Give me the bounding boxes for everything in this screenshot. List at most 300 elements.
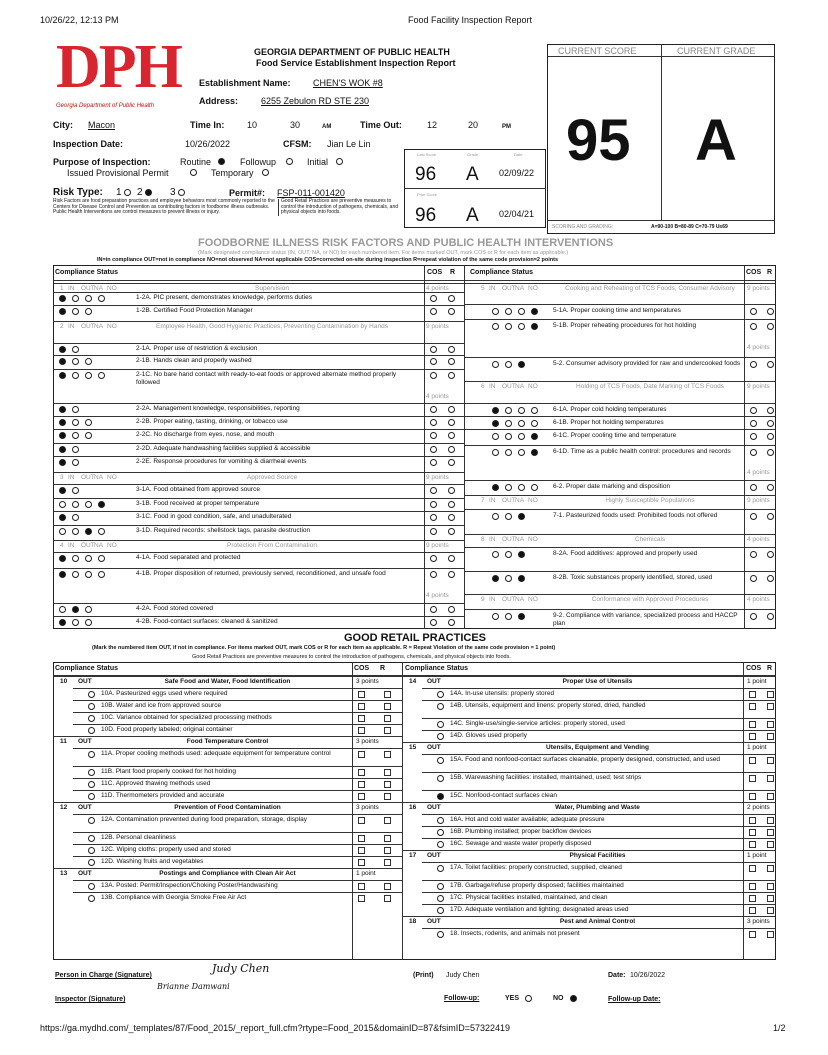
rf-4-1A-na[interactable] — [85, 555, 92, 562]
cos-checkbox[interactable] — [358, 883, 365, 890]
rf-3-1B-na[interactable] — [85, 501, 92, 508]
grp-out-checkbox[interactable] — [437, 703, 444, 710]
rf-right-hdr-in: IN — [489, 383, 496, 390]
grp-row-line — [422, 700, 776, 701]
followup-no-radio[interactable] — [570, 995, 577, 1002]
followup-yes-radio[interactable] — [525, 995, 532, 1002]
item-code: 2-1C. — [136, 371, 152, 378]
cos-checkbox[interactable] — [750, 420, 757, 427]
r-checkbox[interactable] — [767, 433, 774, 440]
cos-checkbox[interactable] — [430, 308, 437, 315]
rf-4-2A-na[interactable] — [85, 606, 92, 613]
cos-checkbox[interactable] — [358, 715, 365, 722]
rf-left-row-line — [53, 429, 464, 430]
cos-checkbox[interactable] — [749, 931, 756, 938]
rf-3-1A-in[interactable] — [59, 487, 66, 494]
grp-item: 12B. Personal cleanliness — [101, 834, 176, 841]
grp-out-checkbox[interactable] — [437, 841, 444, 848]
r-checkbox[interactable] — [448, 346, 455, 353]
r-checkbox[interactable] — [448, 295, 455, 302]
rf-right-row-line — [464, 357, 776, 358]
r-checkbox[interactable] — [767, 817, 774, 824]
rf-4-2A-out[interactable] — [72, 606, 79, 613]
rf-6-1B-status[interactable] — [505, 420, 512, 427]
cos-checkbox[interactable] — [750, 361, 757, 368]
grp-out-checkbox[interactable] — [88, 883, 95, 890]
grp-out-checkbox[interactable] — [437, 757, 444, 764]
rf-4-1B-no[interactable] — [98, 571, 105, 578]
r-checkbox[interactable] — [384, 793, 391, 800]
rf-4-1A-in[interactable] — [59, 555, 66, 562]
rf-3-1C-out[interactable] — [72, 514, 79, 521]
r-checkbox[interactable] — [384, 817, 391, 824]
rf-2-2C-na[interactable] — [85, 432, 92, 439]
rf-2-2E-out[interactable] — [72, 459, 79, 466]
rf-6-1B-status[interactable] — [492, 420, 499, 427]
rf-3-1B-no[interactable] — [98, 501, 105, 508]
cos-checkbox[interactable] — [358, 691, 365, 698]
cos-checkbox[interactable] — [750, 484, 757, 491]
r-checkbox[interactable] — [448, 619, 455, 626]
rf-2-2C-in[interactable] — [59, 432, 66, 439]
rf-right-hdr-in: IN — [489, 596, 496, 603]
cos-checkbox[interactable] — [430, 419, 437, 426]
rf-left-item — [136, 500, 421, 508]
grp-out-hdr: OUT — [427, 804, 441, 811]
rf-2-1A-out[interactable] — [72, 346, 79, 353]
rf-5-1B-status[interactable] — [531, 323, 538, 330]
r-checkbox[interactable] — [767, 895, 774, 902]
r-checkbox[interactable] — [767, 323, 774, 330]
r-checkbox[interactable] — [384, 859, 391, 866]
r-checkbox[interactable] — [767, 361, 774, 368]
cos-checkbox[interactable] — [749, 733, 756, 740]
rf-6-1C-status[interactable] — [531, 433, 538, 440]
cos-checkbox[interactable] — [358, 847, 365, 854]
rf-1-2B-out[interactable] — [72, 308, 79, 315]
rf-2-2D-in[interactable] — [59, 446, 66, 453]
grp-sep — [53, 868, 402, 869]
r-checkbox[interactable] — [767, 407, 774, 414]
cos-checkbox[interactable] — [430, 571, 437, 578]
grp-sec-pts: 1 point — [747, 678, 767, 685]
cos-checkbox[interactable] — [749, 721, 756, 728]
grp-out-checkbox[interactable] — [88, 781, 95, 788]
rf-2-2C-out[interactable] — [72, 432, 79, 439]
rf-2-1C-out[interactable] — [72, 372, 79, 379]
rf-9-2-status[interactable] — [518, 613, 525, 620]
rf-7-1-status[interactable] — [505, 513, 512, 520]
cos-checkbox[interactable] — [358, 859, 365, 866]
rf-6-1D-status[interactable] — [492, 449, 499, 456]
grp-out-checkbox[interactable] — [88, 859, 95, 866]
rf-2-2E-in[interactable] — [59, 459, 66, 466]
r-checkbox[interactable] — [767, 703, 774, 710]
grp-out-checkbox[interactable] — [437, 775, 444, 782]
cos-checkbox[interactable] — [750, 575, 757, 582]
r-checkbox[interactable] — [448, 606, 455, 613]
cos-checkbox[interactable] — [358, 781, 365, 788]
rf-6-1D-status[interactable] — [531, 449, 538, 456]
grp-item: 16B. Plumbing installed; proper backflow devices — [450, 828, 592, 835]
r-checkbox[interactable] — [448, 459, 455, 466]
r-checkbox[interactable] — [767, 308, 774, 315]
item-code: 3-1B. — [136, 500, 152, 507]
grp-out-checkbox[interactable] — [88, 751, 95, 758]
cos-checkbox[interactable] — [430, 459, 437, 466]
rf-8-2B-status[interactable] — [518, 575, 525, 582]
rf-5-1B-status[interactable] — [505, 323, 512, 330]
grp-item: 13A. Posted: Permit/Inspection/Choking Poster/Handwashing — [101, 882, 278, 889]
r-checkbox[interactable] — [384, 895, 391, 902]
r-checkbox[interactable] — [384, 769, 391, 776]
grp-out-checkbox[interactable] — [88, 847, 95, 854]
rf-3-1D-na[interactable] — [85, 528, 92, 535]
rf-left-row-line — [53, 403, 464, 404]
rf-left-row-line — [53, 416, 464, 417]
grp-out-checkbox[interactable] — [88, 715, 95, 722]
cos-checkbox[interactable] — [430, 446, 437, 453]
initial-radio[interactable] — [336, 158, 343, 165]
rf-6-1B-status[interactable] — [518, 420, 525, 427]
grp-out-checkbox[interactable] — [437, 817, 444, 824]
risk1-radio[interactable] — [124, 189, 131, 196]
rf-left-hdr-in: IN — [68, 285, 75, 292]
rf-right-hdr-out: OUT — [502, 497, 516, 504]
grp-out-checkbox[interactable] — [437, 721, 444, 728]
r-checkbox[interactable] — [767, 733, 774, 740]
rf-right-sec-title: Conformance with Approved Procedures — [591, 596, 709, 603]
cos-checkbox[interactable] — [749, 865, 756, 872]
cos-checkbox[interactable] — [358, 751, 365, 758]
rf-left-hdr-na: NA — [94, 323, 104, 330]
provisional-radio[interactable] — [190, 169, 197, 176]
rf-8-2A-status[interactable] — [492, 551, 499, 558]
rf-8-2B-status[interactable] — [505, 575, 512, 582]
rf-5-2-status[interactable] — [505, 361, 512, 368]
rf-2-2D-out[interactable] — [72, 446, 79, 453]
grp-out-checkbox[interactable] — [88, 895, 95, 902]
rf-6-1C-status[interactable] — [505, 433, 512, 440]
grp-sec-title: Utensils, Equipment and Vending — [546, 744, 649, 751]
rf-right-hdr-na: NA — [515, 596, 525, 603]
rf-6-2-status[interactable] — [505, 484, 512, 491]
rf-3-1D-in[interactable] — [59, 528, 66, 535]
cos-checkbox[interactable] — [430, 406, 437, 413]
rf-3-1C-in[interactable] — [59, 514, 66, 521]
item-text: Consumer advisory provided for raw and undercooked foods — [566, 360, 741, 367]
r-checkbox[interactable] — [767, 865, 774, 872]
grp-out-checkbox[interactable] — [88, 793, 95, 800]
current-grade-label: CURRENT GRADE — [677, 46, 756, 56]
rf-6-1C-status[interactable] — [518, 433, 525, 440]
cos-checkbox[interactable] — [749, 757, 756, 764]
cos-checkbox[interactable] — [749, 793, 756, 800]
rf-4-2B-out[interactable] — [72, 619, 79, 626]
cos-checkbox[interactable] — [358, 895, 365, 902]
item-text: Food-contact surfaces: cleaned & sanitized — [153, 618, 278, 625]
r-checkbox[interactable] — [384, 883, 391, 890]
rf-4-1B-out[interactable] — [72, 571, 79, 578]
r-checkbox[interactable] — [384, 715, 391, 722]
rf-2-1C-na[interactable] — [85, 372, 92, 379]
r-checkbox[interactable] — [448, 514, 455, 521]
r-checkbox[interactable] — [384, 703, 391, 710]
r-checkbox[interactable] — [767, 907, 774, 914]
r-checkbox[interactable] — [767, 721, 774, 728]
r-checkbox[interactable] — [767, 931, 774, 938]
rf-6-2-status[interactable] — [518, 484, 525, 491]
cos-checkbox[interactable] — [430, 372, 437, 379]
rf-2-1B-na[interactable] — [85, 358, 92, 365]
r-checkbox[interactable] — [767, 613, 774, 620]
cos-checkbox[interactable] — [358, 835, 365, 842]
rf-2-2A-in[interactable] — [59, 406, 66, 413]
grp-out-checkbox[interactable] — [437, 907, 444, 914]
r-checkbox[interactable] — [448, 528, 455, 535]
cos-checkbox[interactable] — [750, 433, 757, 440]
r-checkbox[interactable] — [448, 419, 455, 426]
purpose-label: Purpose of Inspection: — [53, 157, 151, 167]
r-checkbox[interactable] — [448, 308, 455, 315]
rf-left-row-line — [53, 525, 464, 526]
r-checkbox[interactable] — [767, 691, 774, 698]
rf-8-2A-status[interactable] — [505, 551, 512, 558]
cos-checkbox[interactable] — [749, 895, 756, 902]
rf-2-1B-in[interactable] — [59, 358, 66, 365]
grp-out-checkbox[interactable] — [88, 835, 95, 842]
cos-checkbox[interactable] — [430, 528, 437, 535]
grp-sec-pts: 1 point — [747, 744, 767, 751]
cos-checkbox[interactable] — [358, 703, 365, 710]
rf-7-1-status[interactable] — [518, 513, 525, 520]
risk3-radio[interactable] — [178, 189, 185, 196]
rf-9-2-status[interactable] — [505, 613, 512, 620]
rf-4-2A-in[interactable] — [59, 606, 66, 613]
r-checkbox[interactable] — [448, 446, 455, 453]
cos-checkbox[interactable] — [750, 551, 757, 558]
rf-4-1B-na[interactable] — [85, 571, 92, 578]
r-checkbox[interactable] — [767, 757, 774, 764]
r-checkbox[interactable] — [384, 727, 391, 734]
rf-6-1C-status[interactable] — [492, 433, 499, 440]
rf-5-1B-status[interactable] — [518, 323, 525, 330]
r-checkbox[interactable] — [448, 372, 455, 379]
item-text: Response procedures for vomiting & diarrheal events — [153, 458, 307, 465]
rf-7-1-status[interactable] — [492, 513, 499, 520]
grp-out-checkbox[interactable] — [437, 793, 444, 800]
cos-checkbox[interactable] — [358, 769, 365, 776]
grp-out-checkbox[interactable] — [437, 733, 444, 740]
rf-5-2-status[interactable] — [492, 361, 499, 368]
rf-2-2B-out[interactable] — [72, 419, 79, 426]
cos-checkbox[interactable] — [430, 555, 437, 562]
r-checkbox[interactable] — [384, 835, 391, 842]
followup-radio[interactable] — [286, 158, 293, 165]
cos-checkbox[interactable] — [430, 501, 437, 508]
r-checkbox[interactable] — [767, 484, 774, 491]
grp-out-checkbox[interactable] — [88, 703, 95, 710]
rf-4-2B-in[interactable] — [59, 619, 66, 626]
rf-1-2B-na[interactable] — [85, 308, 92, 315]
cos-checkbox[interactable] — [430, 619, 437, 626]
rf-6-1B-status[interactable] — [531, 420, 538, 427]
rf-6-1D-status[interactable] — [505, 449, 512, 456]
rf-6-1A-status[interactable] — [505, 407, 512, 414]
rf-2-2A-out[interactable] — [72, 406, 79, 413]
rf-1-2A-no[interactable] — [98, 295, 105, 302]
routine-radio[interactable] — [218, 158, 225, 165]
cos-checkbox[interactable] — [749, 883, 756, 890]
r-checkbox[interactable] — [448, 487, 455, 494]
rf-right-item — [553, 432, 741, 440]
r-checkbox[interactable] — [448, 571, 455, 578]
r-checkbox[interactable] — [767, 829, 774, 836]
r-checkbox[interactable] — [448, 555, 455, 562]
r-checkbox[interactable] — [767, 551, 774, 558]
cos-checkbox[interactable] — [750, 449, 757, 456]
rf-right-row-line — [464, 319, 776, 320]
cos-checkbox[interactable] — [430, 487, 437, 494]
r-checkbox[interactable] — [448, 432, 455, 439]
cos-checkbox[interactable] — [430, 358, 437, 365]
grp-item: 17A. Toilet facilities: properly constructed, supplied, cleaned — [450, 864, 622, 871]
r-checkbox[interactable] — [448, 406, 455, 413]
rf-4-1A-out[interactable] — [72, 555, 79, 562]
rf-3-1B-in[interactable] — [59, 501, 66, 508]
grp-out-checkbox[interactable] — [437, 895, 444, 902]
rf-3-1A-out[interactable] — [72, 487, 79, 494]
cos-checkbox[interactable] — [430, 295, 437, 302]
rf-6-1A-status[interactable] — [492, 407, 499, 414]
temporary-radio[interactable] — [262, 169, 269, 176]
rf-left-item — [136, 294, 421, 302]
rf-5-1B-status[interactable] — [492, 323, 499, 330]
rf-2-1C-in[interactable] — [59, 372, 66, 379]
rf-1-2A-na[interactable] — [85, 295, 92, 302]
rf-6-1A-status[interactable] — [531, 407, 538, 414]
rf-3-1D-no[interactable] — [98, 528, 105, 535]
r-checkbox[interactable] — [767, 513, 774, 520]
rf-right-row-line — [464, 304, 776, 305]
rf-2-2B-na[interactable] — [85, 419, 92, 426]
cos-checkbox[interactable] — [749, 829, 756, 836]
grp-out-checkbox[interactable] — [88, 727, 95, 734]
rf-1-2A-in[interactable] — [59, 295, 66, 302]
rf-right-sec-num: 9 — [481, 596, 485, 603]
grp-out-checkbox[interactable] — [437, 865, 444, 872]
cos-checkbox[interactable] — [358, 727, 365, 734]
r-checkbox[interactable] — [384, 781, 391, 788]
r-checkbox[interactable] — [767, 449, 774, 456]
r-checkbox[interactable] — [767, 841, 774, 848]
r-checkbox[interactable] — [767, 575, 774, 582]
rf-9-2-status[interactable] — [492, 613, 499, 620]
rf-1-2A-out[interactable] — [72, 295, 79, 302]
rf-5-1A-status[interactable] — [505, 308, 512, 315]
rf-left-hdr-na: NA — [94, 474, 104, 481]
cos-checkbox[interactable] — [750, 308, 757, 315]
r-checkbox[interactable] — [767, 775, 774, 782]
grp-out-checkbox[interactable] — [88, 769, 95, 776]
rf-8-2B-status[interactable] — [492, 575, 499, 582]
grp-out-checkbox[interactable] — [88, 691, 95, 698]
rf-4-1B-in[interactable] — [59, 571, 66, 578]
rf-3-1D-out[interactable] — [72, 528, 79, 535]
rf-right-item — [553, 483, 741, 491]
r-checkbox[interactable] — [767, 793, 774, 800]
rf-left-hdr-out: OUT — [81, 542, 95, 549]
r-checkbox[interactable] — [384, 691, 391, 698]
rf-4-2B-na[interactable] — [85, 619, 92, 626]
rf-4-1A-no[interactable] — [98, 555, 105, 562]
r-checkbox[interactable] — [767, 420, 774, 427]
rf-1-2B-in[interactable] — [59, 308, 66, 315]
rf-3-1B-out[interactable] — [72, 501, 79, 508]
rf-2-1A-in[interactable] — [59, 346, 66, 353]
cos-checkbox[interactable] — [430, 346, 437, 353]
rf-8-2A-status[interactable] — [518, 551, 525, 558]
grp-out-checkbox[interactable] — [437, 931, 444, 938]
grp-out-checkbox[interactable] — [437, 691, 444, 698]
rf-2-1B-out[interactable] — [72, 358, 79, 365]
rf-right-row-line — [464, 445, 776, 446]
cos-checkbox[interactable] — [749, 691, 756, 698]
cos-checkbox[interactable] — [358, 793, 365, 800]
cos-checkbox[interactable] — [749, 775, 756, 782]
cos-checkbox[interactable] — [749, 907, 756, 914]
rf-left-pts: 4 points — [426, 592, 449, 599]
rf-5-2-status[interactable] — [518, 361, 525, 368]
cos-checkbox[interactable] — [430, 432, 437, 439]
cos-checkbox[interactable] — [749, 841, 756, 848]
cos-checkbox[interactable] — [750, 613, 757, 620]
risk3-label: 3 — [170, 187, 176, 198]
cos-checkbox[interactable] — [430, 606, 437, 613]
rf-6-2-status[interactable] — [492, 484, 499, 491]
rf-5-1A-status[interactable] — [492, 308, 499, 315]
rf-left-sec-pts: 9 points — [426, 323, 449, 330]
rf-6-1A-status[interactable] — [518, 407, 525, 414]
r-checkbox[interactable] — [384, 847, 391, 854]
rf-6-2-status[interactable] — [531, 484, 538, 491]
cos-checkbox[interactable] — [749, 817, 756, 824]
r-checkbox[interactable] — [448, 358, 455, 365]
rf-6-1D-status[interactable] — [518, 449, 525, 456]
grp-out-checkbox[interactable] — [88, 817, 95, 824]
r-checkbox[interactable] — [384, 751, 391, 758]
cos-checkbox[interactable] — [749, 703, 756, 710]
cos-checkbox[interactable] — [430, 514, 437, 521]
cos-checkbox[interactable] — [358, 817, 365, 824]
cos-checkbox[interactable] — [750, 407, 757, 414]
r-checkbox[interactable] — [448, 501, 455, 508]
rf-2-1C-no[interactable] — [98, 372, 105, 379]
risk2-radio[interactable] — [145, 189, 152, 196]
rf-5-1A-status[interactable] — [518, 308, 525, 315]
rf-left-hdr-no: NO — [107, 542, 117, 549]
grp-sec-pts: 1 point — [356, 870, 376, 877]
r-checkbox[interactable] — [767, 883, 774, 890]
cos-checkbox[interactable] — [750, 513, 757, 520]
rf-5-1A-status[interactable] — [531, 308, 538, 315]
rf-2-2B-in[interactable] — [59, 419, 66, 426]
rf-left-item — [136, 605, 421, 613]
grp-out-checkbox[interactable] — [437, 883, 444, 890]
cos-checkbox[interactable] — [750, 323, 757, 330]
grp-out-checkbox[interactable] — [437, 829, 444, 836]
item-code: 8-2B. — [553, 574, 569, 581]
